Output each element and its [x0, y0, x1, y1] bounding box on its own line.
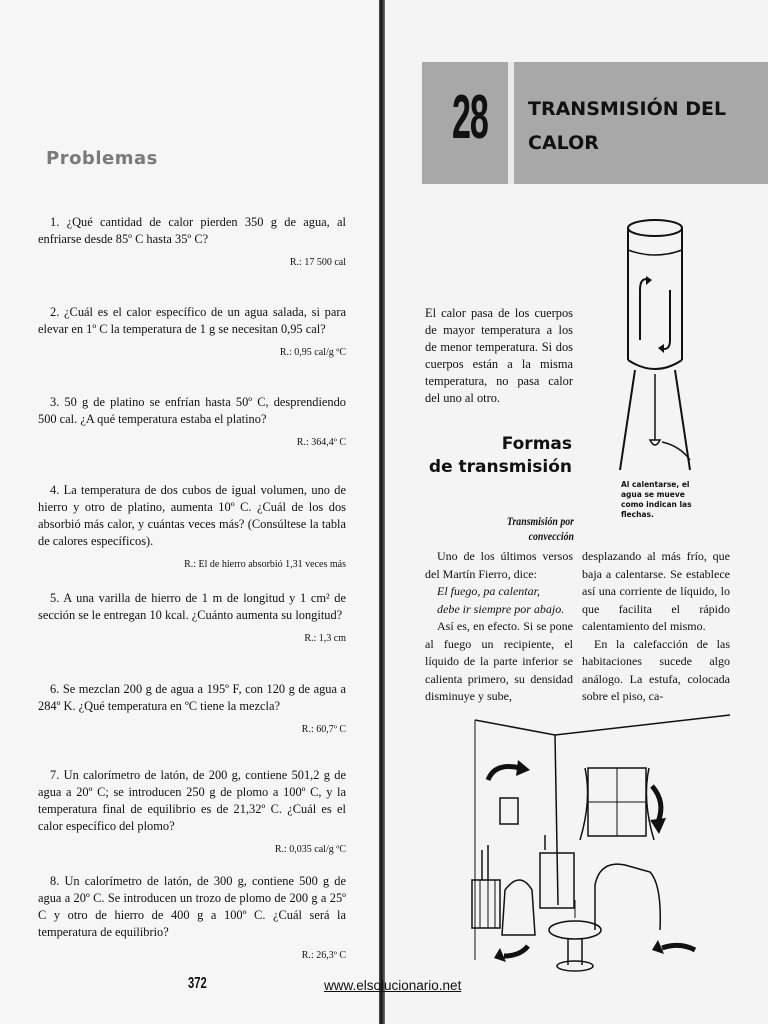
problems-heading: Problemas — [46, 148, 158, 169]
problem-2 — [38, 304, 346, 361]
problem-answer: R.: 1,3 cm — [304, 633, 346, 644]
problem-question: 2. ¿Cuál es el calor específico de un agua salada, si para elevar en 1º C la temperatura de 1 g se necesitan 0,95 cal? — [38, 305, 346, 336]
subsection-title: Transmisión por convección — [506, 514, 574, 543]
verse-line: debe ir siempre por abajo. — [437, 601, 565, 616]
problem-answer: R.: El de hierro absorbió 1,31 veces más — [184, 559, 346, 570]
page-number: 372 — [188, 975, 207, 992]
text-column-2 — [582, 548, 730, 706]
problem-answer: R.: 364,4º C — [296, 437, 346, 448]
paragraph: En la calefacción de las habitaciones sucede algo análogo. La estufa, colocada sobre el piso, ca- — [582, 636, 730, 703]
problem-question: 3. 50 g de platino se enfrían hasta 50º C, desprendiendo 500 cal. ¿A qué temperatura estaba el platino? — [38, 395, 346, 426]
website-link[interactable]: www.elsolucionario.net — [324, 978, 462, 993]
problem-question: 6. Se mezclan 200 g de agua a 195º F, con 120 g de agua a 284º K. ¿Qué temperatura en ºC tiene la mezcla? — [38, 682, 346, 713]
problem-question: 1. ¿Qué cantidad de calor pierden 350 g de agua, al enfriarse desde 85º C hasta 35º C? — [38, 215, 346, 246]
paragraph: Así es, en efecto. Si se pone al fuego un recipiente, el líquido de la parte inferior se calienta primero, su densidad disminuye y sube, — [425, 619, 573, 703]
problem-answer: R.: 17 500 cal — [289, 257, 346, 268]
problem-question: 5. A una varilla de hierro de 1 m de longitud y 1 cm² de sección se le entregan 10 kcal. ¿Cuánto aumenta su longitud? — [38, 591, 346, 622]
text-column-1 — [425, 548, 573, 706]
chapter-divider — [508, 62, 514, 184]
verse-line: El fuego, pa calentar, — [437, 584, 540, 598]
chapter-title: TRANSMISIÓN DEL CALOR — [528, 98, 727, 154]
problem-answer: R.: 60,7º C — [301, 724, 346, 735]
problem-answer: R.: 0,95 cal/g ºC — [279, 347, 346, 358]
problem-answer: R.: 26,3º C — [301, 950, 346, 961]
figure-caption: Al calentarse, el agua se mueve como indican las flechas. — [621, 480, 692, 519]
problem-4 — [38, 482, 346, 573]
section-title — [426, 433, 572, 479]
room-heating-illustration — [440, 710, 740, 980]
problem-5 — [38, 590, 346, 647]
intro-paragraph: El calor pasa de los cuerpos de mayor temperatura a los de menor temperatura. Si dos cuerpos están a la misma temperatura, no pasa calor del uno al otro. — [425, 306, 573, 405]
problem-1 — [38, 214, 346, 271]
problem-question: 4. La temperatura de dos cubos de igual volumen, uno de hierro y otro de platino, aumenta 10º C. ¿Cuál de los dos absorbió más calor, y cuántas veces más? (Consúltese la tabla de calores específicos). — [38, 483, 346, 548]
convection-tank-illustration — [600, 210, 710, 480]
problem-8 — [38, 873, 346, 964]
problem-question: 7. Un calorímetro de latón, de 200 g, contiene 501,2 g de agua a 20º C; se introducen 250 g de plomo a 100º C, y la temperatura final de equilibrio es de 21,32º C. ¿Cuál es el calor específico del plomo? — [38, 768, 346, 833]
problem-answer: R.: 0,035 cal/g ºC — [274, 844, 346, 855]
section-title-line-2: de transmisión — [428, 457, 572, 477]
problem-3 — [38, 394, 346, 451]
problem-6 — [38, 681, 346, 738]
problem-7 — [38, 767, 346, 858]
paragraph: desplazando al más frío, que baja a calentarse. Se establece así una corriente de líquido, lo que facilita el rápido calentamiento del mismo. — [582, 549, 730, 633]
problem-question: 8. Un calorímetro de latón, de 300 g, contiene 500 g de agua a 20º C. Se introducen un trozo de plomo de 200 g a 25º C y otro de hierro de 400 g a 100º C. ¿Cuál será la temperatura de equilibrio? — [38, 874, 346, 939]
paragraph: Uno de los últimos versos del Martín Fierro, dice: — [425, 549, 573, 581]
section-title-line-1: Formas — [501, 434, 572, 454]
chapter-number: 28 — [452, 83, 488, 152]
